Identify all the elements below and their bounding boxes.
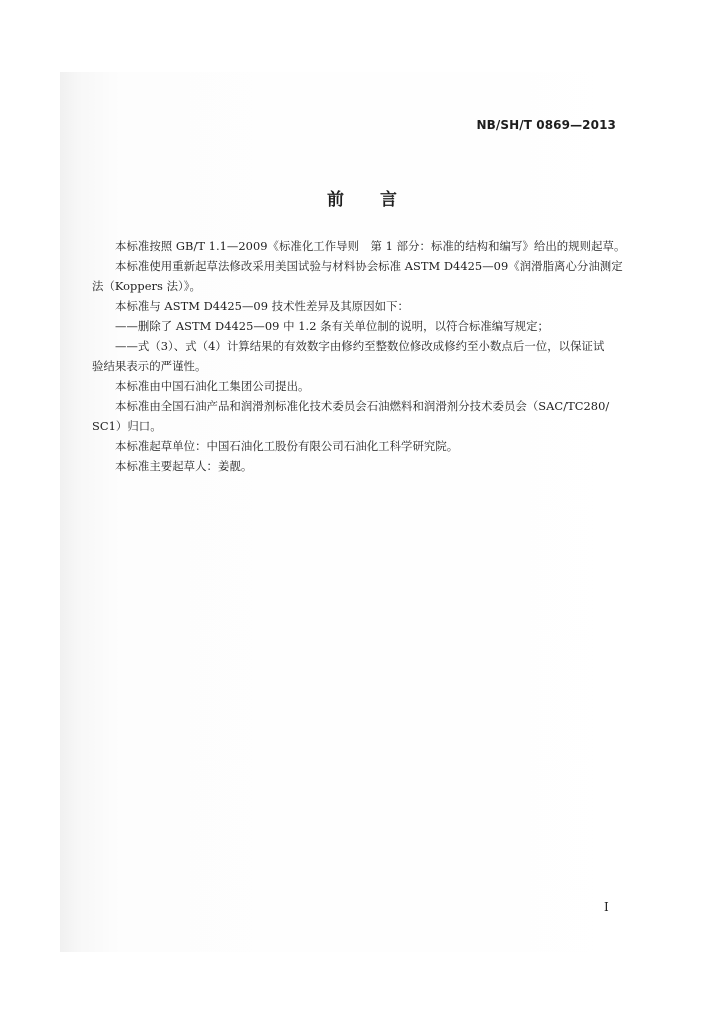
- page-number: I: [604, 900, 609, 914]
- standard-code: NB/SH/T 0869—2013: [476, 118, 616, 132]
- paragraph-technical-differences: 本标准与 ASTM D4425—09 技术性差异及其原因如下：: [115, 299, 409, 313]
- paragraph-drafting-rules: 本标准按照 GB/T 1.1—2009《标准化工作导则 第 1 部分：标准的结构和编写》给出的规则起草。: [115, 239, 626, 253]
- paragraph-committee: 本标准由全国石油产品和润滑剂标准化技术委员会石油燃料和润滑剂分技术委员会（SAC/TC280/: [115, 399, 610, 413]
- difference-item-2: ——式（3）、式（4）计算结果的有效数字由修约至整数位修改成修约至小数点后一位，以保证试: [115, 339, 605, 353]
- difference-item-2-cont: 验结果表示的严谨性。: [92, 359, 207, 373]
- paragraph-adoption-method-cont: 法（Koppers 法）》。: [92, 279, 201, 293]
- paragraph-adoption-method: 本标准使用重新起草法修改采用美国试验与材料协会标准 ASTM D4425—09《润滑脂离心分油测定: [115, 259, 623, 273]
- paragraph-drafter: 本标准主要起草人：姜靓。: [115, 459, 253, 473]
- page-title: 前言: [327, 190, 433, 210]
- paragraph-committee-cont: SC1）归口。: [92, 419, 162, 433]
- paragraph-drafting-unit: 本标准起草单位：中国石油化工股份有限公司石油化工科学研究院。: [115, 439, 459, 453]
- difference-item-1: ——删除了 ASTM D4425—09 中 1.2 条有关单位制的说明，以符合标准编写规定；: [115, 319, 549, 333]
- paragraph-proposer: 本标准由中国石油化工集团公司提出。: [115, 379, 310, 393]
